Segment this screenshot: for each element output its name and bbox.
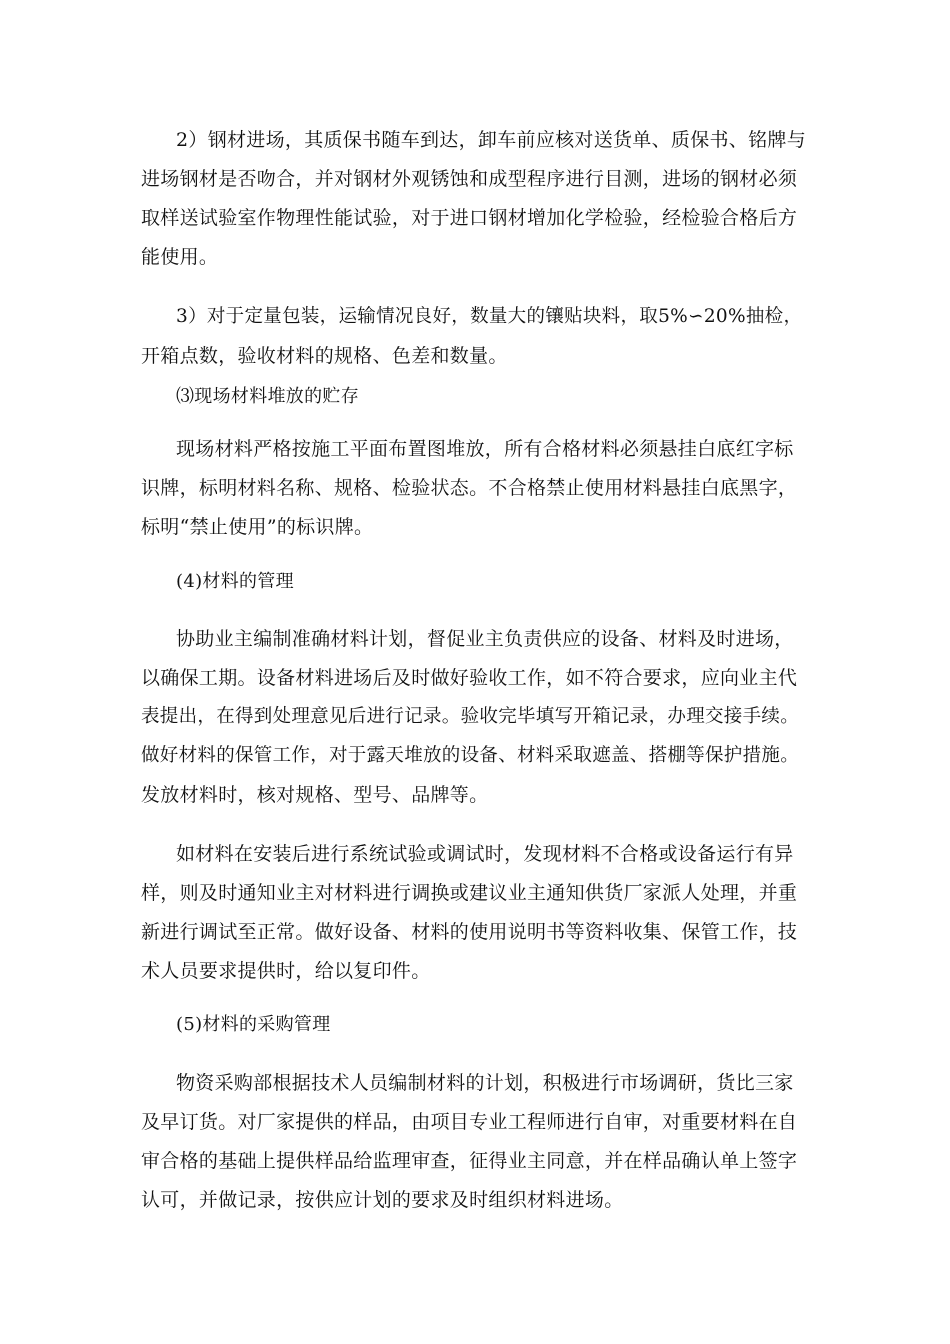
paragraph-steel-line-3: 取样送试验室作物理性能试验，对于进口钢材增加化学检验，经检验合格后方 [141,207,798,229]
section-heading-procurement: (5)材料的采购管理 [176,1014,331,1035]
paragraph-procurement-line-2: 及早订货。对厂家提供的样品，由项目专业工程师进行自审，对重要材料在自 [141,1111,798,1133]
paragraph-procurement-line-3: 审合格的基础上提供样品给监理审查，征得业主同意，并在样品确认单上签字 [141,1150,798,1172]
paragraph-procurement-line-4: 认可，并做记录，按供应计划的要求及时组织材料进场。 [141,1189,624,1211]
paragraph-management-line-4: 做好材料的保管工作，对于露天堆放的设备、材料采取遮盖、搭棚等保护措施。 [141,745,800,766]
paragraph-storage-line-2: 识牌，标明材料名称、规格、检验状态。不合格禁止使用材料悬挂白底黑字， [141,477,798,499]
paragraph-testing-line-2: 样，则及时通知业主对材料进行调换或建议业主通知供货厂家派人处理，并重 [141,882,798,904]
paragraph-packaging-line-2: 开箱点数，验收材料的规格、色差和数量。 [141,345,508,367]
paragraph-testing-line-1: 如材料在安装后进行系统试验或调试时，发现材料不合格或设备运行有异 [176,843,794,865]
paragraph-testing-line-4: 术人员要求提供时，给以复印件。 [141,960,431,982]
section-heading-storage: ⑶现场材料堆放的贮存 [176,386,359,407]
paragraph-packaging-line-1: 3）对于定量包装，运输情况良好，数量大的镶贴块料，取5%∽20%抽检， [176,306,803,327]
paragraph-management-line-5: 发放材料时，核对规格、型号、品牌等。 [141,784,489,806]
paragraph-steel-line-1: 2）钢材进场，其质保书随车到达，卸车前应核对送货单、质保书、铭牌与 [176,129,806,151]
paragraph-storage-line-3: 标明“禁止使用”的标识牌。 [141,516,374,538]
paragraph-storage-line-1: 现场材料严格按施工平面布置图堆放，所有合格材料必须悬挂白底红字标 [176,438,794,460]
paragraph-management-line-3: 表提出，在得到处理意见后进行记录。验收完毕填写开箱记录，办理交接手续。 [141,706,800,727]
paragraph-testing-line-3: 新进行调试至正常。做好设备、材料的使用说明书等资料收集、保管工作，技 [141,921,798,943]
section-heading-management: (4)材料的管理 [176,571,294,592]
paragraph-management-line-1: 协助业主编制准确材料计划，督促业主负责供应的设备、材料及时进场， [176,628,794,650]
paragraph-steel-line-4: 能使用。 [141,246,219,268]
paragraph-procurement-line-1: 物资采购部根据技术人员编制材料的计划，积极进行市场调研，货比三家 [176,1072,794,1094]
paragraph-steel-line-2: 进场钢材是否吻合，并对钢材外观锈蚀和成型程序进行目测，进场的钢材必须 [141,168,798,190]
paragraph-management-line-2: 以确保工期。设备材料进场后及时做好验收工作，如不符合要求，应向业主代 [141,667,798,689]
